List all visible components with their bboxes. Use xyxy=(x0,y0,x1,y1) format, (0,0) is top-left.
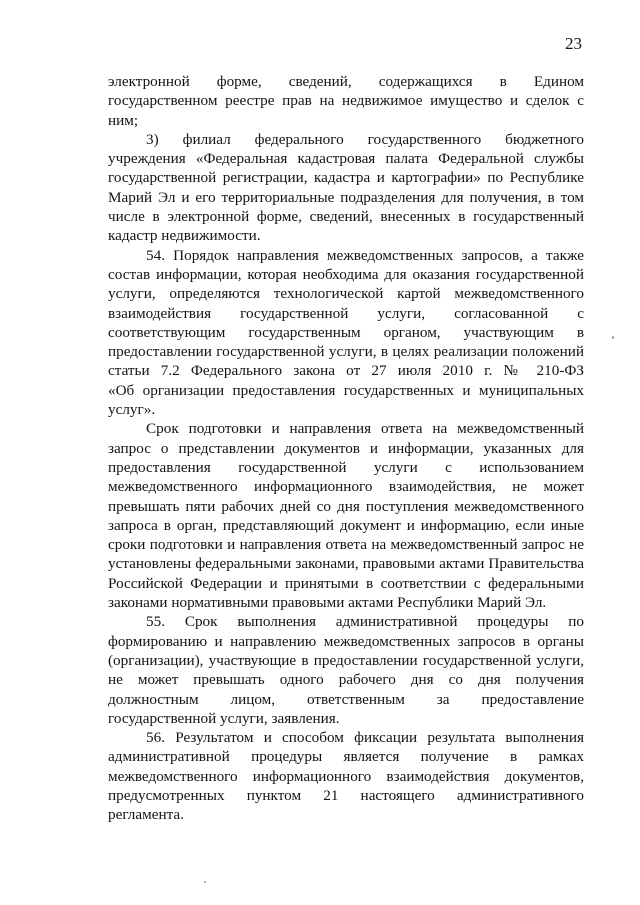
text-line: формированию и направлению межведомственных запросов в органы xyxy=(108,632,584,650)
text-line: межведомственного информационного взаимодействия, не может xyxy=(108,478,584,496)
scan-speck xyxy=(204,881,206,883)
text-line: электронной форме, сведений, содержащихся в Едином xyxy=(108,73,584,90)
text-line: превышать пяти рабочих дней со дня поступления межведомственного xyxy=(108,497,584,515)
text-line: 3) филиал федерального государственного бюджетного xyxy=(146,130,584,148)
text-line: ним; xyxy=(108,111,139,129)
text-line: межведомственного информационного взаимодействия документов, xyxy=(108,767,584,785)
text-line: предоставления государственной услуги с использованием xyxy=(108,458,584,476)
text-line: государственном реестре прав на недвижимое имущество и сделок с xyxy=(108,92,584,110)
document-body xyxy=(108,72,584,825)
text-line: соответствующим государственным органом, участвующим в xyxy=(108,323,584,341)
text-line: предусмотренных пунктом 21 настоящего административного xyxy=(108,786,584,804)
text-line: услуг». xyxy=(108,401,156,419)
text-line: состав информации, которая необходима для оказания государственной xyxy=(108,265,584,283)
text-line: предоставлении государственной услуги, в целях реализации положений xyxy=(108,343,584,361)
text-line: 56. Результатом и способом фиксации результата выполнения xyxy=(146,729,584,747)
text-line: Марий Эл и его территориальные подразделения для получения, в том xyxy=(108,188,584,206)
text-line: 55. Срок выполнения административной процедуры по xyxy=(146,613,584,631)
text-line: должностным лицом, ответственным за предоставление xyxy=(108,690,584,708)
text-line: услуги, определяются технологической картой межведомственного xyxy=(108,285,584,303)
text-line: государственной услуги, заявления. xyxy=(108,709,340,727)
paragraph xyxy=(108,728,584,824)
text-line: числе в электронной форме, сведений, внесенных в государственный xyxy=(108,208,584,226)
text-line: «Об организации предоставления государственных и муниципальных xyxy=(108,381,584,399)
text-line: Российской Федерации и принятыми в соответствии с федеральными xyxy=(108,574,584,592)
paragraph xyxy=(108,130,584,246)
text-line: сроки подготовки и направления ответа на межведомственный запрос не xyxy=(108,536,584,554)
text-line: не может превышать одного рабочего дня со дня получения xyxy=(108,671,584,689)
text-line: регламента. xyxy=(108,806,184,824)
page-number: 23 xyxy=(565,34,582,53)
paragraph xyxy=(108,419,584,612)
paragraph xyxy=(108,72,584,130)
paragraph xyxy=(108,246,584,420)
text-line: 54. Порядок направления межведомственных запросов, а также xyxy=(146,246,584,264)
text-line: статьи 7.2 Федерального закона от 27 июля 2010 г. № 210-ФЗ xyxy=(108,362,584,380)
text-line: государственной регистрации, кадастра и картографии» по Республике xyxy=(108,169,584,187)
text-line: Срок подготовки и направления ответа на межведомственный xyxy=(146,420,584,438)
text-line: кадастр недвижимости. xyxy=(108,227,261,245)
text-line: административной процедуры является получение в рамках xyxy=(108,748,584,766)
text-line: взаимодействия государственной услуги, согласованной с xyxy=(108,304,584,322)
text-line: запроса в орган, представляющий документ и информацию, если иные xyxy=(108,516,584,534)
text-line: законами нормативными правовыми актами Республики Марий Эл. xyxy=(108,594,547,612)
scan-speck xyxy=(612,336,614,339)
text-line: (организации), участвующие в предоставлении государственной услуги, xyxy=(108,651,584,669)
text-line: установлены федеральными законами, правовыми актами Правительства xyxy=(108,555,584,573)
text-line: запрос о представлении документов и информации, указанных для xyxy=(108,439,584,457)
paragraph xyxy=(108,612,584,728)
text-line: учреждения «Федеральная кадастровая палата Федеральной службы xyxy=(108,150,584,168)
